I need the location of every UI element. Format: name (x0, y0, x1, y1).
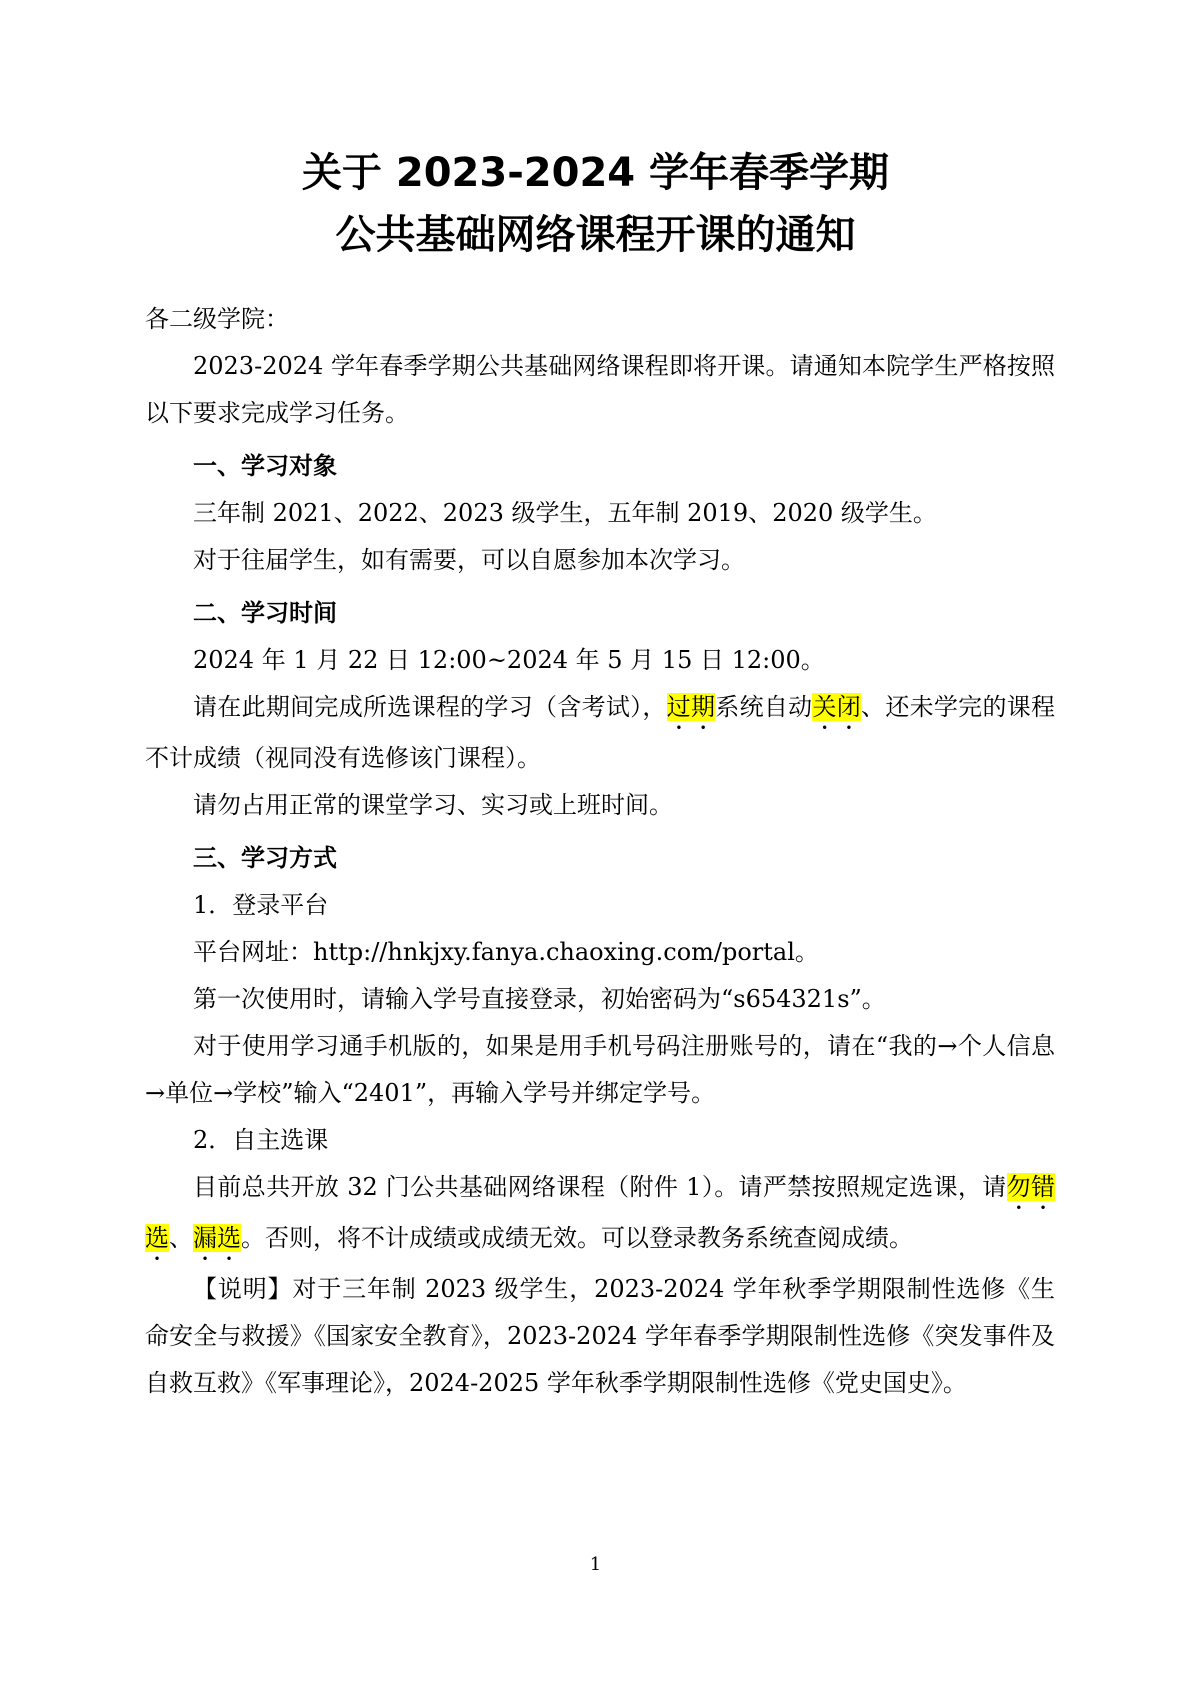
course-selection-paragraph (145, 1164, 1055, 1266)
highlight-missed-selection: 漏选 (193, 1224, 241, 1252)
audience-paragraph: 三年制 2021、2022、2023 级学生，五年制 2019、2020 级学生。 (193, 499, 937, 527)
section-heading-method: 三、学习方式 (193, 844, 337, 872)
note-paragraph: 【说明】对于三年制 2023 级学生，2023-2024 学年秋季学期限制性选修《生命安全与救援》《国家安全教育》，2023-2024 学年春季学期限制性选修《突发事件及自救互救》《军事理论》，2024-2025 学年秋季学期限制性选修《党史国史》。 (145, 1275, 1055, 1397)
time-usage-paragraph: 请勿占用正常的课堂学习、实习或上班时间。 (193, 791, 673, 819)
subheading-login: 1．登录平台 (193, 891, 329, 919)
document-body (145, 296, 1055, 1407)
deadline-paragraph (145, 684, 1055, 782)
schedule-dates: 2024 年 1 月 22 日 12:00~2024 年 5 月 15 日 12:00。 (193, 646, 825, 674)
section-heading-schedule: 二、学习时间 (193, 599, 337, 627)
platform-url-paragraph: 平台网址：http://hnkjxy.fanya.chaoxing.com/portal。 (193, 938, 819, 966)
selection-text-1: 目前总共开放 32 门公共基础网络课程（附件 1）。请严禁按照规定选课，请 (193, 1173, 1007, 1201)
deadline-text-3: 、还未学完的课程不计成绩（视同没有选修该门课程）。 (145, 693, 1056, 772)
document-title (0, 142, 1191, 266)
subheading-course-selection: 2．自主选课 (193, 1126, 329, 1154)
deadline-text-1: 请在此期间完成所选课程的学习（含考试）， (193, 693, 667, 721)
section-heading-audience: 一、学习对象 (193, 452, 337, 480)
mobile-app-paragraph: 对于使用学习通手机版的，如果是用手机号码注册账号的，请在“我的→个人信息→单位→学校”输入“2401”，再输入学号并绑定学号。 (145, 1032, 1055, 1107)
highlight-wrong-selection: 勿错选 (145, 1173, 1055, 1252)
selection-separator: 、 (169, 1224, 193, 1252)
salutation: 各二级学院： (145, 305, 289, 333)
initial-password-paragraph: 第一次使用时，请输入学号直接登录，初始密码为“s654321s”。 (193, 985, 886, 1013)
past-students-paragraph: 对于往届学生，如有需要，可以自愿参加本次学习。 (193, 546, 745, 574)
title-line-2: 公共基础网络课程开课的通知 (335, 212, 856, 258)
deadline-text-2: 系统自动 (715, 693, 813, 721)
highlight-expired: 过期 (666, 693, 716, 721)
highlight-closed: 关闭 (812, 693, 862, 721)
intro-paragraph: 2023-2024 学年春季学期公共基础网络课程即将开课。请通知本院学生严格按照以下要求完成学习任务。 (145, 352, 1055, 427)
title-line-1: 关于 2023-2024 学年春季学期 (301, 150, 890, 196)
page-number: 1 (589, 1554, 602, 1575)
selection-text-2: 。否则，将不计成绩或成绩无效。可以登录教务系统查阅成绩。 (241, 1224, 913, 1252)
